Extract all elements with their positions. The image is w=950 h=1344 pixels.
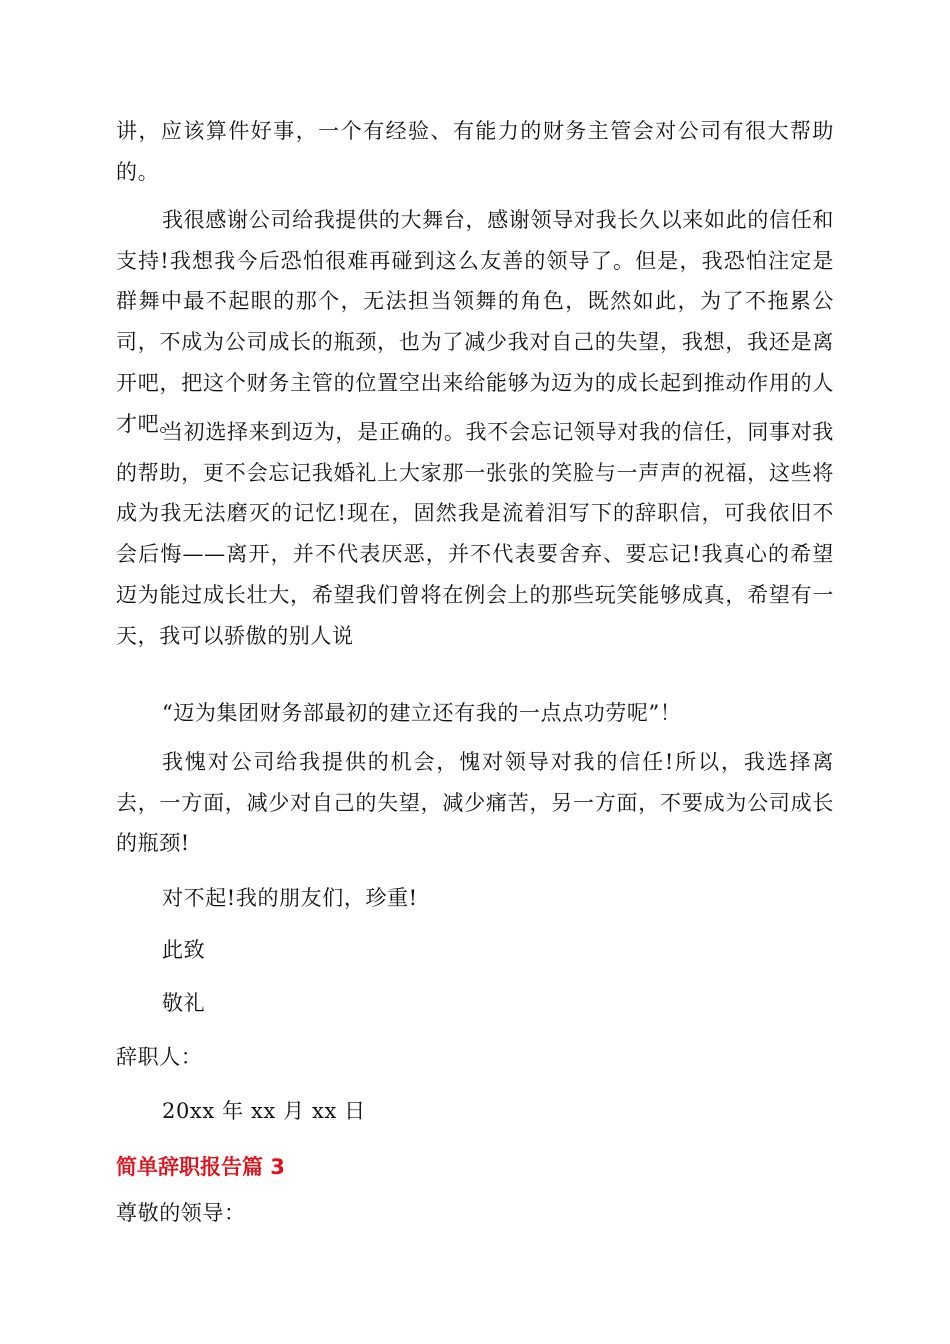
- paragraph-decision: 我愧对公司给我提供的机会，愧对领导对我的信任!所以，我选择离去，一方面，减少对自己的失望，减少痛苦，另一方面，不要成为公司成长的瓶颈!: [116, 750, 834, 856]
- paragraph-memories: 当初选择来到迈为，是正确的。我不会忘记领导对我的信任，同事对我的帮助，更不会忘记我婚礼上大家那一张张的笑脸与一声声的祝福，这些将成为我无法磨灭的记忆!现在，固然我是流着泪写下的辞职信，可我依旧不会后悔——离开，并不代表厌恶，并不代表要舍弃、要忘记!我真心的希望迈为能过成长壮大，希望我们曾将在例会上的那些玩笑能够成真，希望有一天，我可以骄傲的别人说: [116, 420, 834, 648]
- salutation-line: 尊敬的领导：: [116, 1201, 246, 1225]
- paragraph-continued: 讲，应该算件好事，一个有经验、有能力的财务主管会对公司有很大帮助的。: [116, 119, 834, 184]
- paragraph-gratitude: 我很感谢公司给我提供的大舞台，感谢领导对我长久以来如此的信任和支持!我想我今后恐怕很难再碰到这么友善的领导了。但是，我恐怕注定是群舞中最不起眼的那个，无法担当领舞的角色，既然如此，为了不拖累公司，不成为公司成长的瓶颈，也为了减少我对自己的失望，我想，我还是离开吧，把这个财务主管的位置空出来给能够为迈为的成长起到推动作用的人才吧。: [116, 208, 834, 436]
- quote-line: “迈为集团财务部最初的建立还有我的一点点功劳呢”！: [162, 701, 682, 725]
- signer-label: 辞职人：: [116, 1045, 203, 1069]
- closing-line-1: 此致: [162, 938, 206, 962]
- closing-line-2: 敬礼: [162, 991, 206, 1015]
- section-heading: 简单辞职报告篇 3: [116, 1155, 285, 1179]
- farewell-line: 对不起!我的朋友们，珍重!: [162, 886, 418, 910]
- date-line: 20xx 年 xx 月 xx 日: [162, 1099, 366, 1123]
